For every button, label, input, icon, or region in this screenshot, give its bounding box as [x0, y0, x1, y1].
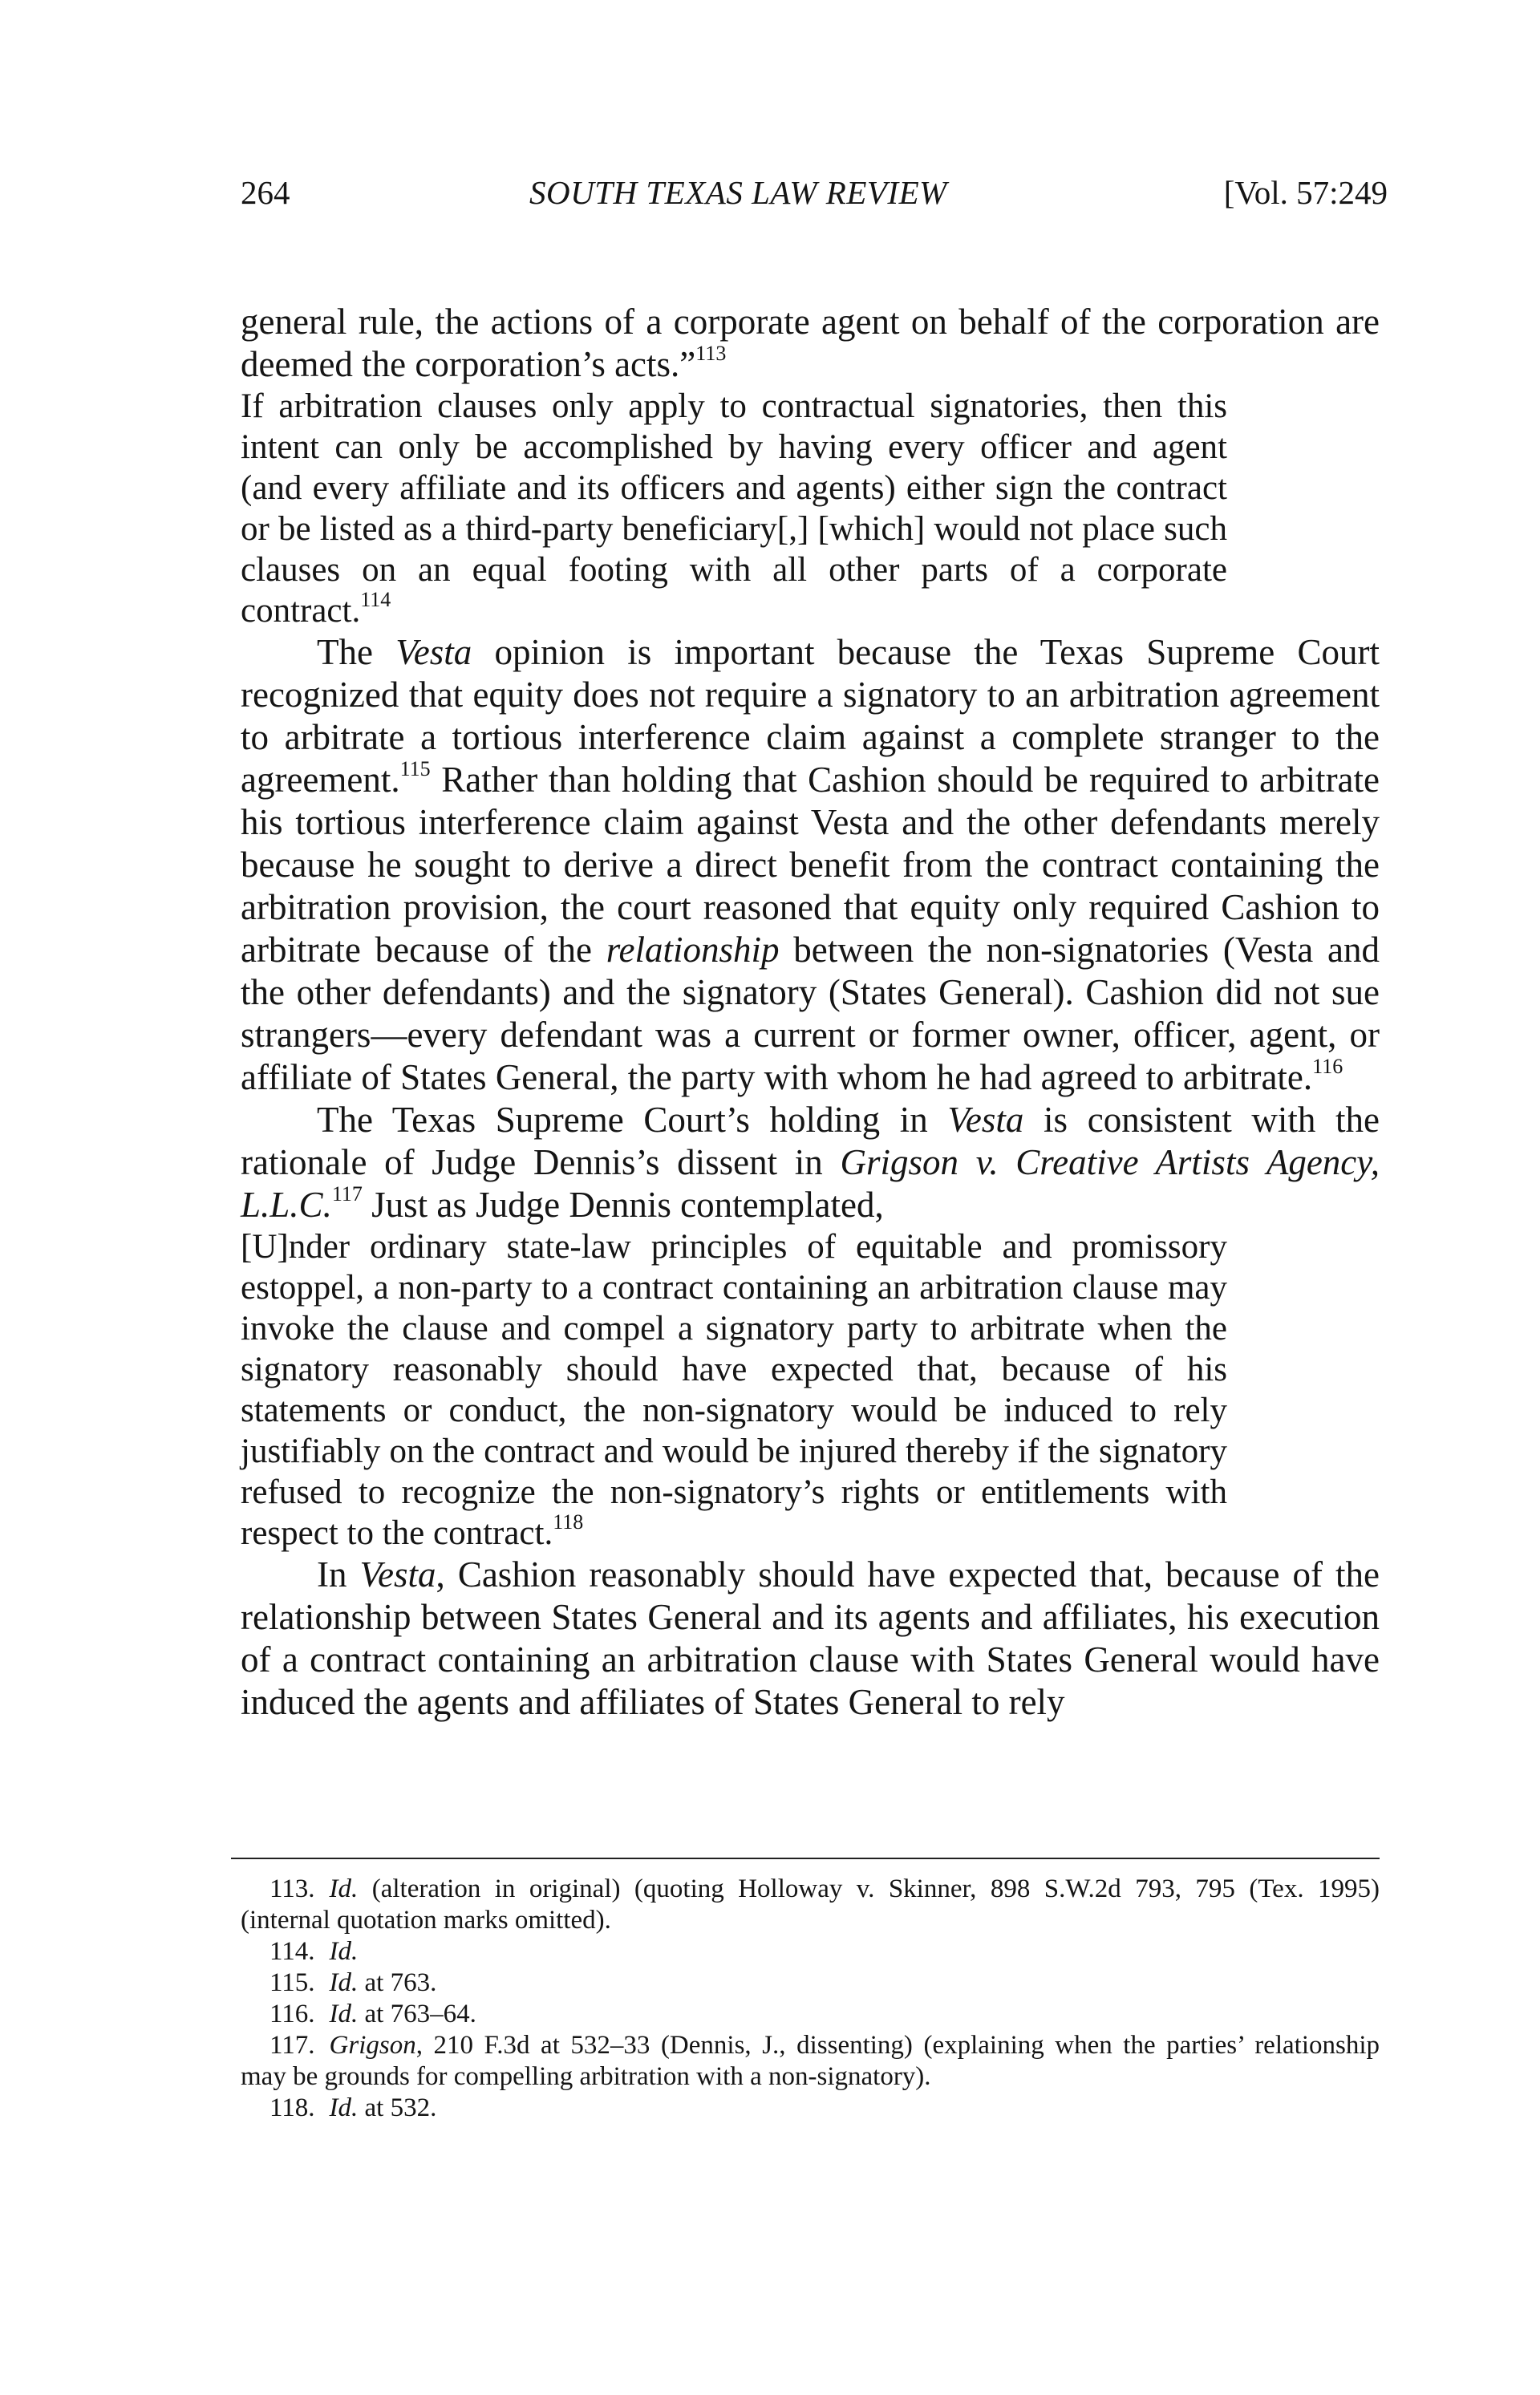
footnote-cite: Grigson	[329, 2031, 416, 2060]
paragraph-4-text-a: In	[317, 1554, 360, 1595]
running-header	[241, 168, 1388, 217]
block-quote-1-text: If arbitration clauses only apply to contractual signatories, then this intent can only be accomplished by having every officer and agent (and every affiliate and its officers and agents) either sign the contract or be listed as a third-party beneficiary[,] [which] would not place such clauses on an equal footing with all other parts of a corporate contract.	[241, 387, 1227, 630]
paragraph-2-text-b: opinion is important because the Texas Supreme Court recognized that equity does not require a signatory to an arbitration agreement to arbitrate a tortious interference claim against a complete stranger to the agreement.	[241, 632, 1380, 800]
footnote-number: 116.	[270, 2000, 315, 2028]
paragraph-3	[241, 1099, 1380, 1226]
paragraph-2-text-d: between the non-signatories (Vesta and the other defendants) and the signatory (States General). Cashion did not sue strangers—every defendant was a current or former owner, officer, agent, or affiliate of States General, the party with whom he had agreed to arbitrate.	[241, 930, 1380, 1097]
paragraph-3-text-a: The Texas Supreme Court’s holding in	[317, 1100, 948, 1140]
paragraph-4	[241, 1554, 1380, 1724]
paragraph-2-text-a: The	[317, 632, 396, 672]
footnote-113	[241, 1874, 1380, 1936]
paragraph-4-text-b: , Cashion reasonably should have expected that, because of the relationship between States General and its agents and affiliates, his execution of a contract containing an arbitration clause with States General would have induced the agents and affiliates of States General to rely	[241, 1554, 1380, 1722]
footnote-115	[241, 1967, 1380, 1999]
footnote-cite: Id.	[329, 2093, 359, 2122]
footnote-number: 115.	[270, 1968, 315, 1997]
paragraph-2-text-c: Rather than holding that Cashion should be required to arbitrate his tortious interference claim against Vesta and the other defendants merely because he sought to derive a direct benefit from the contract containing the arbitration provision, the court reasoned that equity only required Cashion to arbitrate because of the	[241, 760, 1380, 970]
paragraph-1	[241, 301, 1380, 386]
block-quote-2-text: [U]nder ordinary state-law principles of equitable and promissory estoppel, a non-party to a contract containing an arbitration clause may invoke the clause and compel a signatory party to arbitrate when the signatory reasonably should have expected that, because of his statements or conduct, the non-signatory would be induced to rely justifiably on the contract and would be injured thereby if the signatory refused to recognize the non-signatory’s rights or entitlements with respect to the contract.	[241, 1228, 1227, 1552]
footnote-cite: Id.	[329, 2000, 359, 2028]
footnote-text: , 210 F.3d at 532–33 (Dennis, J., dissenting) (explaining when the parties’ relationship may be grounds for compelling arbitration with a non-signatory).	[241, 2031, 1380, 2091]
footnote-ref-116: 116	[1312, 1055, 1343, 1078]
footnote-ref-115: 115	[399, 757, 431, 780]
footnotes	[241, 1874, 1380, 2124]
footnote-116	[241, 1999, 1380, 2030]
paragraph-2	[241, 631, 1380, 1099]
emphasis-relationship: relationship	[606, 930, 780, 970]
footnote-ref-118: 118	[553, 1510, 584, 1534]
footnote-text: at 532.	[358, 2093, 437, 2122]
case-name-grigson: Grigson v. Creative Artists Agency, L.L.C.	[241, 1142, 1380, 1225]
footnote-number: 118.	[270, 2093, 315, 2122]
case-name-vesta: Vesta	[395, 632, 472, 672]
footnote-divider	[231, 1858, 1380, 1859]
body-text	[241, 301, 1380, 1724]
footnote-cite: Id.	[329, 1968, 359, 1997]
paragraph-3-text-c: Just as Judge Dennis contemplated,	[362, 1185, 884, 1225]
paragraph-3-text-b: is consistent with the rationale of Judge Dennis’s dissent in	[241, 1100, 1380, 1182]
block-quote-1	[241, 386, 1227, 631]
footnote-117	[241, 2030, 1380, 2093]
block-quote-2	[241, 1226, 1227, 1554]
footnote-ref-117: 117	[331, 1182, 363, 1206]
footnote-ref-113: 113	[695, 342, 727, 365]
footnote-cite: Id.	[329, 1874, 359, 1903]
footnote-ref-114: 114	[360, 587, 391, 611]
footnote-number: 117.	[270, 2031, 315, 2060]
footnote-number: 113.	[270, 1874, 315, 1903]
footnote-text: at 763.	[358, 1968, 437, 1997]
footnote-118	[241, 2093, 1380, 2124]
paragraph-1-text: general rule, the actions of a corporate agent on behalf of the corporation are deemed the corporation’s acts.”	[241, 302, 1380, 384]
footnote-cite: Id.	[329, 1937, 359, 1966]
footnote-114	[241, 1936, 1380, 1967]
case-name-vesta: Vesta	[947, 1100, 1024, 1140]
footnote-text: at 763–64.	[358, 2000, 476, 2028]
footnote-text: (alteration in original) (quoting Holloway v. Skinner, 898 S.W.2d 793, 795 (Tex. 1995) (internal quotation marks omitted).	[241, 1874, 1380, 1935]
footnote-number: 114.	[270, 1937, 315, 1966]
volume-label: [Vol. 57:249	[1223, 174, 1388, 211]
case-name-vesta: Vesta	[359, 1554, 436, 1595]
journal-title: SOUTH TEXAS LAW REVIEW	[529, 174, 947, 211]
page-number: 264	[241, 174, 290, 211]
